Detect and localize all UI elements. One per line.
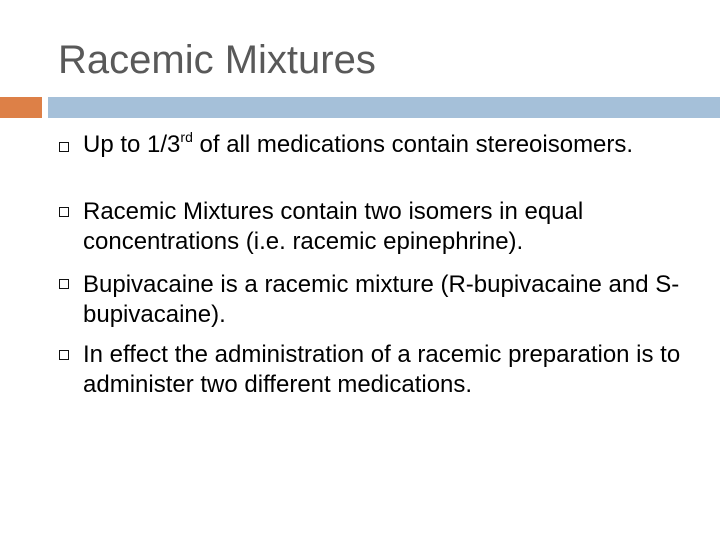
- hollow-square-icon: [59, 207, 69, 217]
- hollow-square-icon: [59, 142, 69, 152]
- hollow-square-icon: [59, 279, 69, 289]
- slide-title: Racemic Mixtures: [58, 38, 376, 82]
- bullet-text-part: Up to 1/3: [83, 131, 181, 158]
- bullet-text-part: of all medications contain stereoisomers.: [192, 131, 634, 158]
- bullet-text: Bupivacaine is a racemic mixture (R-bupivacaine and S- bupivacaine).: [83, 271, 680, 328]
- hollow-square-icon: [59, 350, 69, 360]
- bullet-text: In effect the administration of a racemic preparation is to administer two different medications.: [83, 341, 681, 398]
- bullet-text: [83, 130, 703, 160]
- bullet-text: Racemic Mixtures contain two isomers in equal concentrations (i.e. racemic epinephrine).: [83, 198, 584, 255]
- superscript: rd: [180, 129, 193, 145]
